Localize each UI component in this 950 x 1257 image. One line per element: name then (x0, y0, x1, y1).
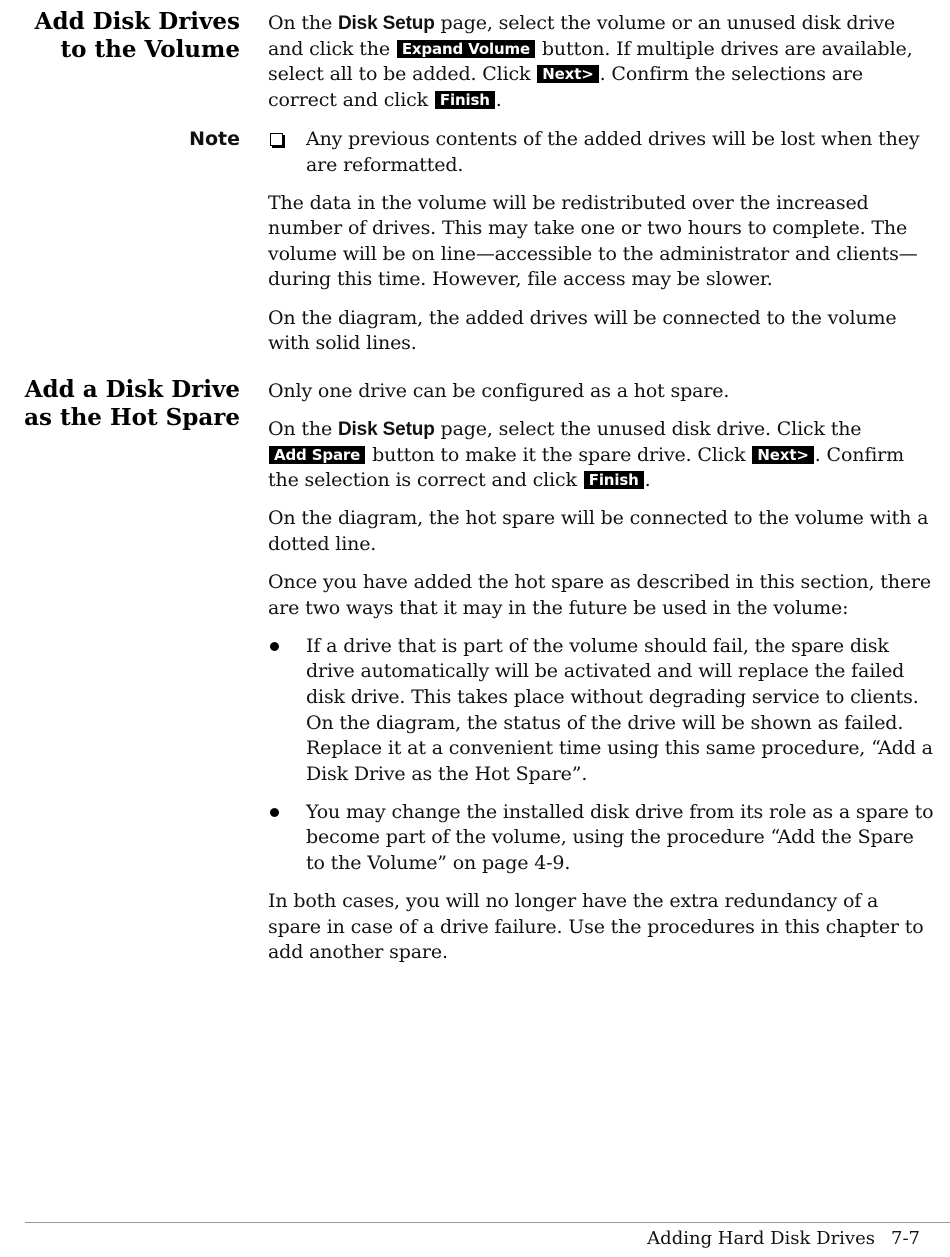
footer-page-number: 7-7 (891, 1228, 920, 1249)
bullet-text: If a drive that is part of the volume should fail, the spare disk drive automatically will be activated and will replace the failed disk drive. This takes place without degrading service to clients. On the diagram, the status of the drive will be shown as failed. Replace it at a convenient time using this same procedure, “Add a Disk Drive as the Hot Spare”. (306, 634, 933, 785)
paragraph: Only one drive can be configured as a hot spare. (268, 380, 730, 402)
paragraph: On the diagram, the added drives will be connected to the volume with solid lines. (268, 306, 897, 355)
paragraph: On the diagram, the hot spare will be connected to the volume with a dotted line. (268, 507, 929, 555)
heading-line: to the Volume (60, 36, 240, 63)
bullet-icon (270, 642, 279, 651)
section-body (268, 379, 934, 978)
finish-button: Finish (435, 91, 495, 109)
text-run: . Confirm the selection is correct and click (268, 443, 904, 492)
note-body (268, 127, 934, 369)
note-label: Note (189, 128, 240, 150)
text-run: . Confirm the selections are correct and click (268, 63, 863, 111)
expand-volume-button: Expand Volume (397, 40, 535, 58)
section-body (268, 11, 934, 126)
ui-page-name: Disk Setup (337, 13, 435, 34)
paragraph (268, 11, 934, 113)
text-run: button to make it the spare drive. Click (366, 443, 752, 466)
next-button: Next> (537, 65, 598, 83)
footer-chapter-title: Adding Hard Disk Drives (647, 1228, 875, 1249)
page-footer (647, 1228, 920, 1250)
text-run: On the (268, 418, 338, 441)
paragraph: The data in the volume will be redistributed over the increased number of drives. This may take one or two hours to complete. The volume will be on line—accessible to the administrator and clients—during this time. However, file access may be slower. (268, 191, 918, 291)
text-run: page, select the volume or an unused disk drive and click the (268, 12, 895, 60)
bullet-text: You may change the installed disk drive from its role as a spare to become part of the volume, using the procedure “Add the Spare to the Volume” on page 4-9. (306, 800, 934, 874)
note-text: Any previous contents of the added drives will be lost when they are reformatted. (306, 128, 920, 176)
paragraph: Once you have added the hot spare as described in this section, there are two ways that it may in the future be used in the volume: (268, 571, 931, 619)
heading-line: Add a Disk Drive (24, 376, 240, 403)
bullet-item (268, 800, 934, 877)
heading-line: Add Disk Drives (34, 8, 240, 35)
paragraph (268, 417, 934, 494)
footer-rule (25, 1222, 950, 1223)
next-button: Next> (752, 446, 813, 464)
text-run: On the (268, 12, 338, 34)
ui-page-name: Disk Setup (337, 419, 435, 441)
heading-line: as the Hot Spare (24, 404, 240, 431)
text-run: . (495, 88, 502, 111)
checkbox-icon (270, 133, 283, 146)
paragraph: In both cases, you will no longer have the extra redundancy of a spare in case of a drive failure. Use the procedures in this chapter to add another spare. (268, 890, 924, 964)
finish-button: Finish (584, 471, 644, 489)
text-run: page, select the unused disk drive. Click the (434, 418, 862, 441)
bullet-item (268, 634, 934, 788)
bullet-icon (270, 808, 279, 817)
note-item (268, 127, 934, 178)
text-run: button. If multiple drives are available, select all to be added. Click (268, 37, 913, 86)
section-heading (0, 8, 240, 64)
section-heading (0, 376, 240, 432)
text-run: . (644, 469, 651, 492)
add-spare-button: Add Spare (269, 446, 365, 464)
